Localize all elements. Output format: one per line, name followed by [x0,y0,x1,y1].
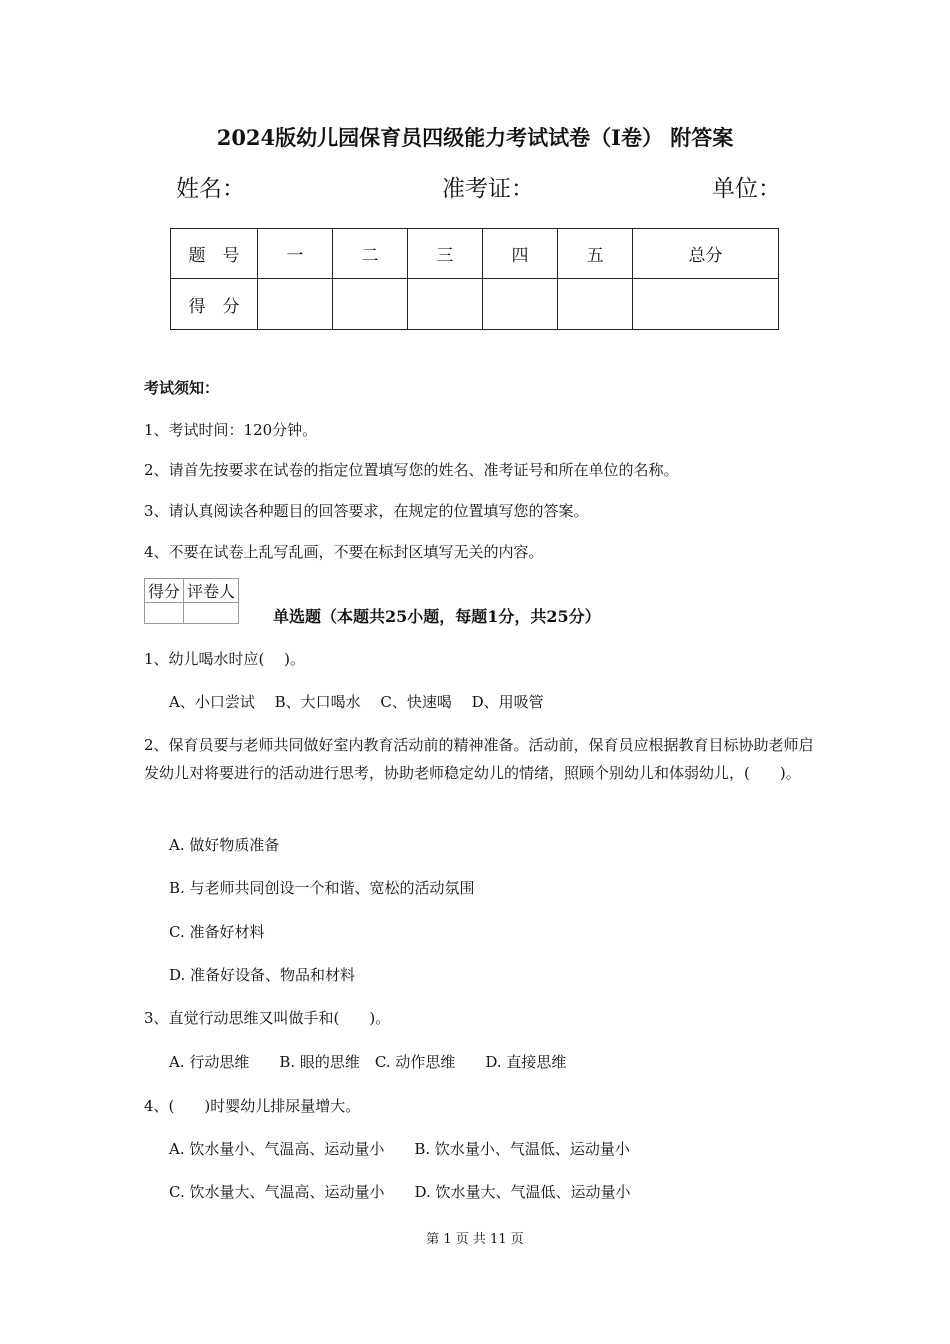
score-table-row-label: 得 分 [171,279,258,330]
notice-item: 1、考试时间：120分钟。 [144,421,318,439]
exam-id-field-label: 准考证： [442,176,534,202]
question-option: D. 准备好设备、物品和材料 [169,966,356,984]
question-options: A. 饮水量小、气温高、运动量小 B. 饮水量小、气温低、运动量小 [169,1140,630,1158]
score-table-header: 三 [408,229,483,279]
score-cell [408,279,483,330]
unit-field-label: 单位： [712,176,781,202]
notice-item: 2、请首先按要求在试卷的指定位置填写您的姓名、准考证号和所在单位的名称。 [144,461,679,479]
page-title: 2024版幼儿园保育员四级能力考试试卷（I卷） 附答案 [216,125,734,150]
question-option: A. 做好物质准备 [169,836,280,854]
score-table-row-label: 题 号 [171,229,258,279]
name-field-label: 姓名： [176,176,245,202]
grader-score-label: 得分 [145,579,184,603]
score-cell [483,279,558,330]
score-cell [258,279,333,330]
score-cell [333,279,408,330]
score-table-header: 二 [333,229,408,279]
grader-box [144,578,239,624]
question-stem: 2、保育员要与老师共同做好室内教育活动前的精神准备。活动前，保育员应根据教育目标协助老师启发幼儿对将要进行的活动进行思考，协助老师稳定幼儿的情绪，照顾个别幼儿和体弱幼儿，( )。 [144,736,814,782]
question-options: A、小口尝试 B、大口喝水 C、快速喝 D、用吸管 [169,693,544,711]
section-title: 单选题（本题共25小题，每题1分，共25分） [273,607,601,626]
grader-score-cell [145,603,184,624]
score-cell [558,279,633,330]
question-stem: 1、幼儿喝水时应( )。 [144,650,306,668]
notice-heading: 考试须知： [144,379,220,397]
grader-reviewer-cell [184,603,239,624]
question-options: A. 行动思维 B. 眼的思维 C. 动作思维 D. 直接思维 [169,1053,567,1071]
score-table [170,228,779,330]
score-cell [633,279,779,330]
score-table-header: 五 [558,229,633,279]
score-table-header: 一 [258,229,333,279]
score-table-header: 总分 [633,229,779,279]
page-footer: 第 1 页 共 11 页 [426,1232,524,1247]
score-table-header: 四 [483,229,558,279]
notice-item: 4、不要在试卷上乱写乱画，不要在标封区填写无关的内容。 [144,543,544,561]
question-option: C. 准备好材料 [169,923,265,941]
question-option: B. 与老师共同创设一个和谐、宽松的活动氛围 [169,879,475,897]
grader-reviewer-label: 评卷人 [184,579,239,603]
notice-item: 3、请认真阅读各种题目的回答要求，在规定的位置填写您的答案。 [144,502,589,520]
question-stem: 3、直觉行动思维又叫做手和( )。 [144,1009,391,1027]
question-stem: 4、( )时婴幼儿排尿量增大。 [144,1097,361,1115]
question-options: C. 饮水量大、气温高、运动量小 D. 饮水量大、气温低、运动量小 [169,1183,631,1201]
